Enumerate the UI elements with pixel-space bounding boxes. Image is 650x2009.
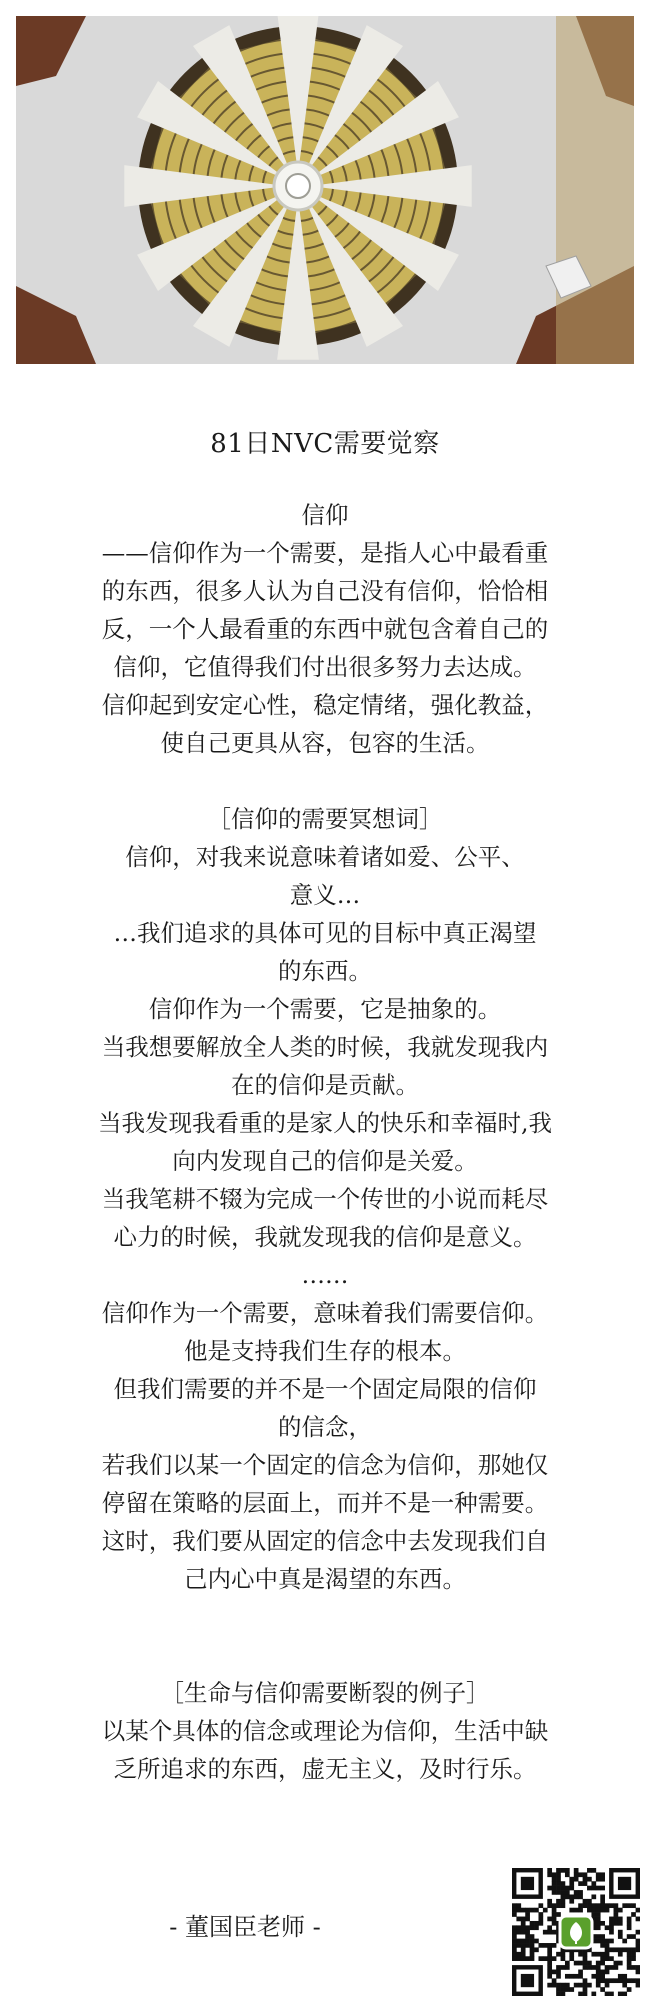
paragraph-line: …我们追求的具体可见的目标中真正渴望 xyxy=(113,919,537,947)
paragraph-line: 信仰，对我来说意味着诸如爱、公平、 xyxy=(125,843,525,871)
section-heading: 信仰 xyxy=(301,501,349,529)
paragraph-line: 信仰起到安定心性，稳定情绪，强化教益， xyxy=(101,691,549,719)
paragraph-line: 己内心中真是渴望的东西。 xyxy=(184,1565,466,1593)
paragraph-line: 当我笔耕不辍为完成一个传世的小说而耗尽 xyxy=(101,1185,549,1213)
paragraph-line: 的东西。 xyxy=(278,957,372,985)
paragraph-line: …… xyxy=(301,1261,349,1289)
paragraph-line: 这时，我们要从固定的信念中去发现我们自 xyxy=(101,1527,549,1555)
paragraph-line: 意义… xyxy=(289,881,361,909)
section-heading: ［生命与信仰需要断裂的例子］ xyxy=(160,1679,490,1707)
paragraph-line: 心力的时候，我就发现我的信仰是意义。 xyxy=(113,1223,537,1251)
qr-code-icon xyxy=(512,1868,640,1996)
section-heading: ［信仰的需要冥想词］ xyxy=(207,805,443,833)
paragraph-line: 信仰作为一个需要，它是抽象的。 xyxy=(148,995,502,1023)
author-signature: - 董国臣老师 - xyxy=(169,1913,321,1941)
paragraph-line: 当我发现我看重的是家人的快乐和幸福时,我 xyxy=(98,1109,552,1137)
paragraph-line: 信仰作为一个需要，意味着我们需要信仰。 xyxy=(101,1299,549,1327)
page-title: 81日NVC需要觉察 xyxy=(210,429,440,459)
paragraph-line: 在的信仰是贡献。 xyxy=(231,1071,419,1099)
paragraph-line: 以某个具体的信念或理论为信仰，生活中缺 xyxy=(101,1717,549,1745)
ceiling-dome-photo xyxy=(16,16,634,364)
paragraph-line: 停留在策略的层面上，而并不是一种需要。 xyxy=(101,1489,549,1517)
spacer xyxy=(40,1598,610,1674)
paragraph-line: 的东西，很多人认为自己没有信仰，恰恰相 xyxy=(101,577,549,605)
paragraph-line: 使自己更具从容，包容的生活。 xyxy=(160,729,490,757)
spacer xyxy=(40,762,610,800)
paragraph-line: 向内发现自己的信仰是关爱。 xyxy=(172,1147,478,1175)
paragraph-line: 反，一个人最看重的东西中就包含着自己的 xyxy=(101,615,549,643)
paragraph-line: 乏所追求的东西，虚无主义，及时行乐。 xyxy=(113,1755,537,1783)
qr-code xyxy=(512,1868,640,1996)
paragraph-line: 信仰，它值得我们付出很多努力去达成。 xyxy=(113,653,537,681)
header-photo xyxy=(16,16,634,364)
paragraph-line: 当我想要解放全人类的时候，我就发现我内 xyxy=(101,1033,549,1061)
paragraph-line: 但我们需要的并不是一个固定局限的信仰 xyxy=(113,1375,537,1403)
paragraph-line: ——信仰作为一个需要，是指人心中最看重 xyxy=(101,539,549,567)
paragraph-line: 的信念， xyxy=(278,1413,372,1441)
paragraph-line: 他是支持我们生存的根本。 xyxy=(184,1337,466,1365)
article-body xyxy=(40,496,610,1788)
paragraph-line: 若我们以某一个固定的信念为信仰，那她仅 xyxy=(101,1451,549,1479)
